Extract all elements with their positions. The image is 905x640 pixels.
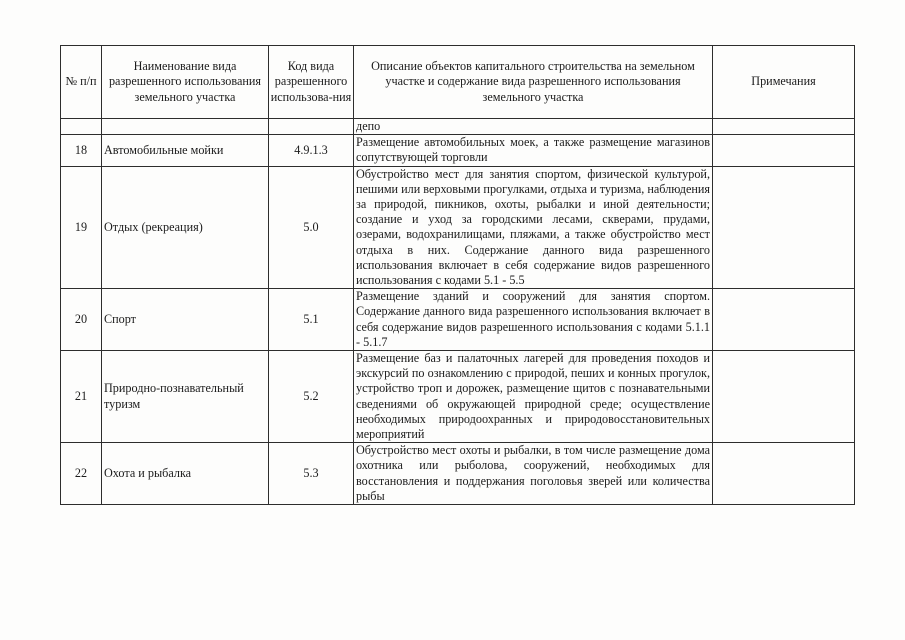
cell-description: депо — [354, 119, 713, 135]
cell-use-code: 5.0 — [269, 166, 354, 289]
cell-description: Размещение баз и палаточных лагерей для проведения походов и экскурсий по ознакомлению с природой, пеших и конных прогулок, устройство троп и дорожек, размещение щитов с познавательными сведениями об окружающей природной среде; осуществление необходимых природоохранных и природовосстановительных мероприятий — [354, 351, 713, 443]
cell-number: 20 — [61, 289, 102, 351]
cell-use-code — [269, 119, 354, 135]
cell-description: Размещение зданий и сооружений для занятия спортом. Содержание данного вида разрешенного использования включает в себя содержание видов разрешенного использования с кодами 5.1.1 - 5.1.7 — [354, 289, 713, 351]
cell-description: Обустройство мест охоты и рыбалки, в том числе размещение дома охотника или рыболова, сооружений, необходимых для восстановления и поддержания поголовья зверей или количества рыбы — [354, 443, 713, 505]
header-description: Описание объектов капитального строительства на земельном участке и содержание вида разрешенного использования земельного участка — [354, 46, 713, 119]
cell-number: 22 — [61, 443, 102, 505]
table-row — [61, 351, 855, 443]
table-row — [61, 289, 855, 351]
cell-notes — [713, 289, 855, 351]
cell-notes — [713, 351, 855, 443]
cell-number: 19 — [61, 166, 102, 289]
header-use-name: Наименование вида разрешенного использования земельного участка — [102, 46, 269, 119]
header-notes: Примечания — [713, 46, 855, 119]
cell-use-code: 5.3 — [269, 443, 354, 505]
cell-number — [61, 119, 102, 135]
table-row — [61, 166, 855, 289]
cell-use-name: Автомобильные мойки — [102, 135, 269, 166]
table-row — [61, 443, 855, 505]
header-number: № п/п — [61, 46, 102, 119]
cell-use-name: Спорт — [102, 289, 269, 351]
cell-notes — [713, 443, 855, 505]
cell-use-code: 5.1 — [269, 289, 354, 351]
cell-use-name: Отдых (рекреация) — [102, 166, 269, 289]
cell-description: Обустройство мест для занятия спортом, физической культурой, пешими или верховыми прогулками, отдыха и туризма, наблюдения за природой, пикников, охоты, рыбалки и иной деятельности; создание и уход за городскими лесами, скверами, прудами, озерами, водохранилищами, пляжами, а также обустройство мест отдыха в них. Содержание данного вида разрешенного использования включает в себя содержание видов разрешенного использования с кодами 5.1 - 5.5 — [354, 166, 713, 289]
land-use-table — [60, 45, 855, 505]
cell-use-code: 5.2 — [269, 351, 354, 443]
cell-notes — [713, 119, 855, 135]
table-header-row — [61, 46, 855, 119]
cell-notes — [713, 135, 855, 166]
header-use-code: Код вида разрешенного использова-ния — [269, 46, 354, 119]
cell-use-code: 4.9.1.3 — [269, 135, 354, 166]
cell-use-name: Охота и рыбалка — [102, 443, 269, 505]
cell-use-name: Природно-познавательный туризм — [102, 351, 269, 443]
cell-number: 18 — [61, 135, 102, 166]
cell-notes — [713, 166, 855, 289]
cell-number: 21 — [61, 351, 102, 443]
table-row-continuation — [61, 119, 855, 135]
cell-use-name — [102, 119, 269, 135]
table-row — [61, 135, 855, 166]
cell-description: Размещение автомобильных моек, а также размещение магазинов сопутствующей торговли — [354, 135, 713, 166]
